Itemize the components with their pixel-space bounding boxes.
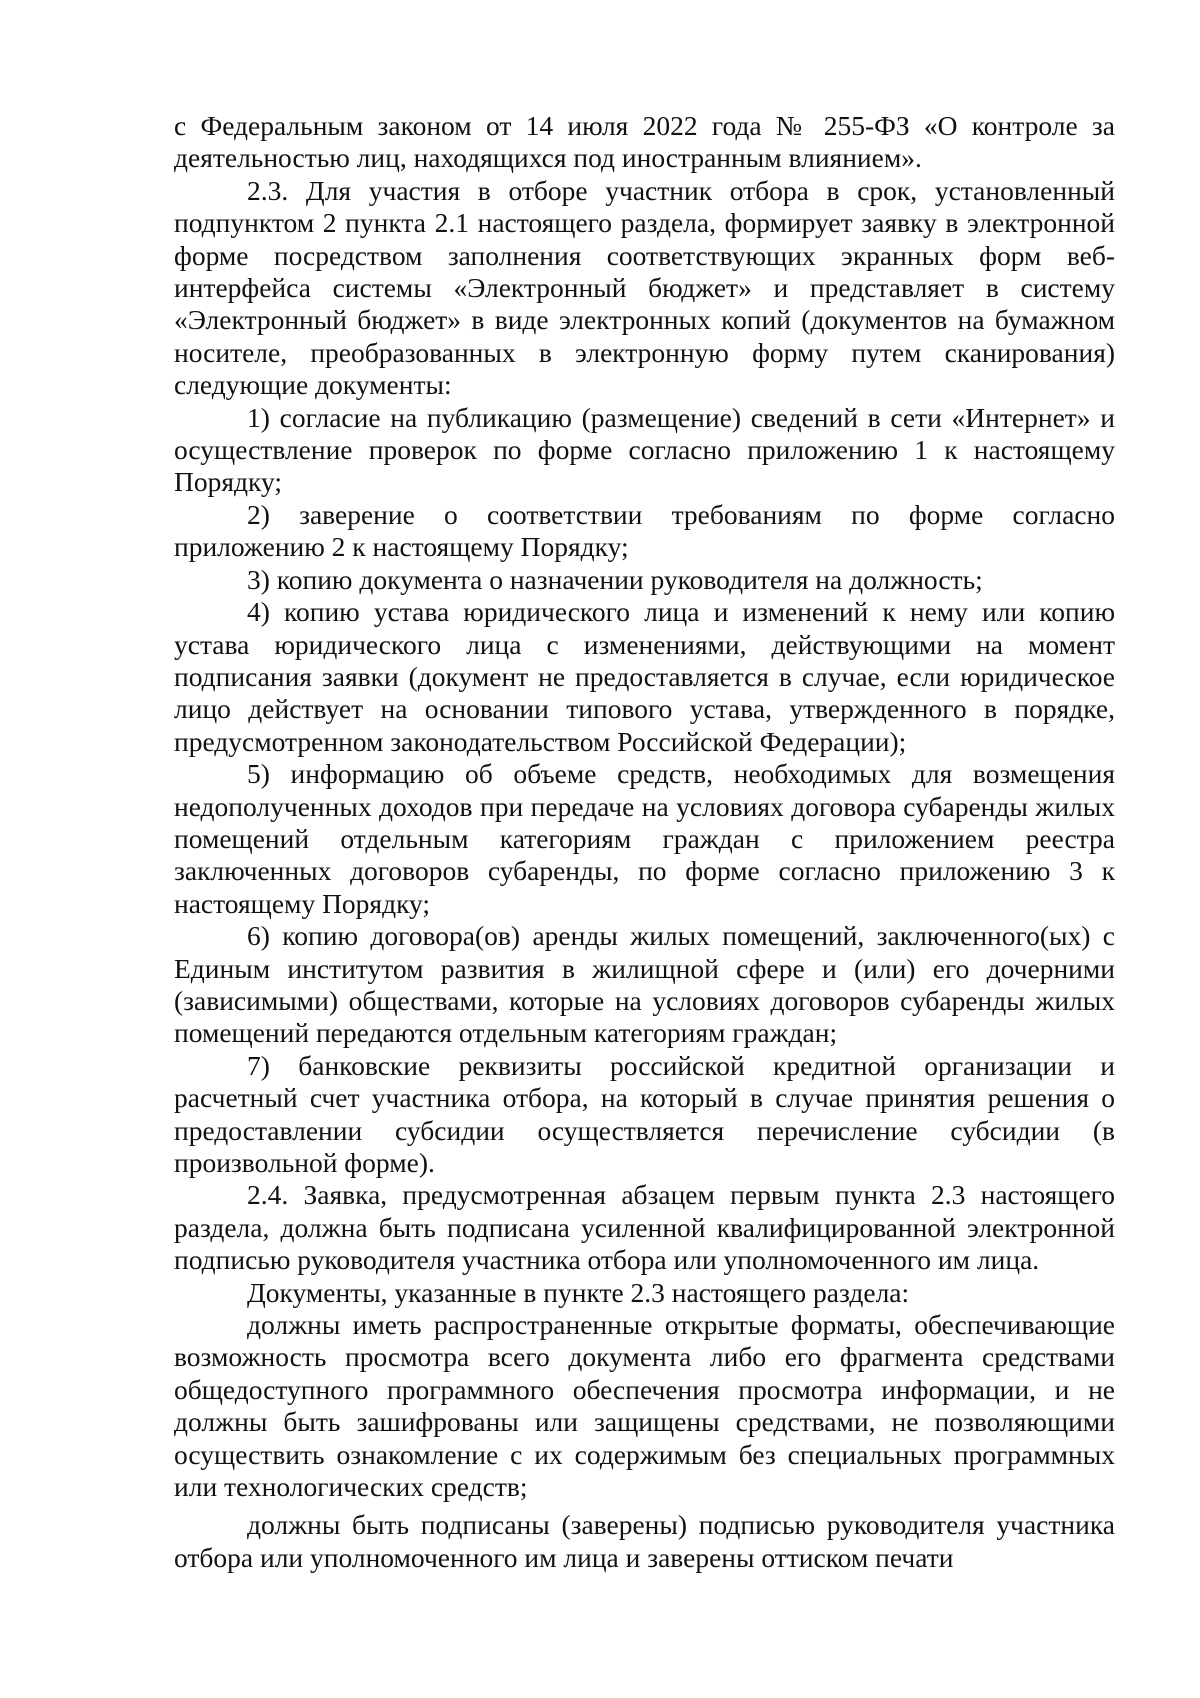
paragraph-continuation: с Федеральным законом от 14 июля 2022 года № 255-ФЗ «О контроле за деятельностью лиц, находящихся под иностранным влиянием». — [174, 110, 1115, 174]
list-item-6: 6) копию договора(ов) аренды жилых помещений, заключенного(ых) с Единым институтом развития в жилищной сфере и (или) его дочерними (зависимыми) обществами, которые на условиях договоров субаренды жилых помещений передаются отдельным категориям граждан; — [174, 920, 1115, 1049]
document-page — [174, 110, 1115, 1574]
list-item-4: 4) копию устава юридического лица и изменений к нему или копию устава юридического лица с изменениями, действующими на момент подписания заявки (документ не предоставляется в случае, если юридическое лицо действует на основании типового устава, утвержденного в порядке, предусмотренном законодательством Российской Федерации); — [174, 596, 1115, 757]
list-item-1: 1) согласие на публикацию (размещение) сведений в сети «Интернет» и осуществление проверок по форме согласно приложению 1 к настоящему Порядку; — [174, 401, 1115, 498]
paragraph-2-3: 2.3. Для участия в отборе участник отбора в срок, установленный подпунктом 2 пункта 2.1 настоящего раздела, формирует заявку в электронной форме посредством заполнения соответствующих экранных форм веб-интерфейса системы «Электронный бюджет» и представляет в систему «Электронный бюджет» в виде электронных копий (документов на бумажном носителе, преобразованных в электронную форму путем сканирования) следующие документы: — [174, 174, 1115, 401]
list-item-7: 7) банковские реквизиты российской кредитной организации и расчетный счет участника отбора, на который в случае принятия решения о предоставлении субсидии осуществляется перечисление субсидии (в произвольной форме). — [174, 1049, 1115, 1178]
list-item-5: 5) информацию об объеме средств, необходимых для возмещения недополученных доходов при передаче на условиях договора субаренды жилых помещений отдельным категориям граждан с приложением реестра заключенных договоров субаренды, по форме согласно приложению 3 к настоящему Порядку; — [174, 758, 1115, 919]
paragraph-format-requirements: должны иметь распространенные открытые форматы, обеспечивающие возможность просмотра всего документа либо его фрагмента средствами общедоступного программного обеспечения просмотра информации, и не должны быть зашифрованы или защищены средствами, не позволяющими осуществить ознакомление с их содержимым без специальных программных или технологических средств; — [174, 1309, 1115, 1503]
paragraph-signature-requirements: должны быть подписаны (заверены) подписью руководителя участника отбора или уполномоченного им лица и заверены оттиском печати — [174, 1509, 1115, 1573]
list-item-3: 3) копию документа о назначении руководителя на должность; — [247, 563, 983, 595]
paragraph-2-4: 2.4. Заявка, предусмотренная абзацем первым пункта 2.3 настоящего раздела, должна быть подписана усиленной квалифицированной электронной подписью руководителя участника отбора или уполномоченного им лица. — [174, 1179, 1115, 1276]
paragraph-documents-intro: Документы, указанные в пункте 2.3 настоящего раздела: — [247, 1276, 910, 1308]
list-item-2: 2) заверение о соответствии требованиям по форме согласно приложению 2 к настоящему Порядку; — [174, 498, 1115, 563]
